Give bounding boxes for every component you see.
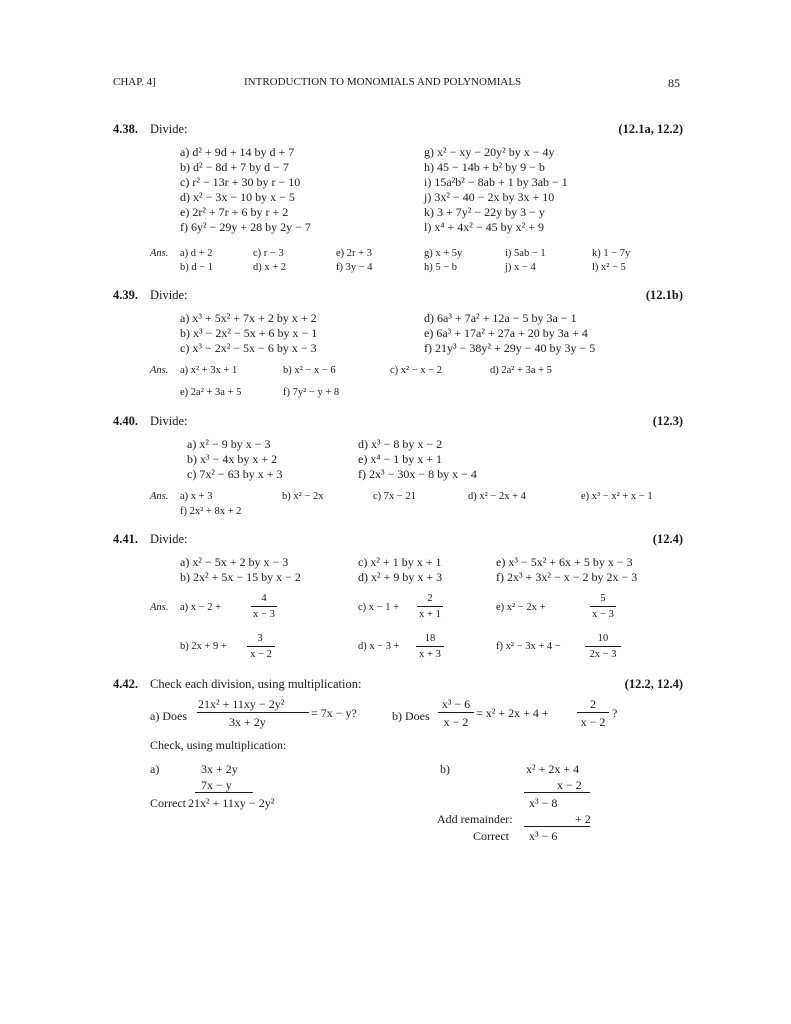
- fraction-bar: [417, 606, 443, 607]
- list-item: f) 21y³ − 38y² + 29y − 40 by 3y − 5: [424, 341, 596, 355]
- section-reference: (12.3): [652, 414, 683, 428]
- problem-number: 4.40.: [113, 414, 138, 428]
- list-item: k) 3 + 7y² − 22y by 3 − y: [424, 205, 545, 219]
- product-rule: [195, 792, 253, 793]
- question-label: a) Does: [150, 709, 187, 723]
- answer: e) 2r + 3: [336, 248, 372, 259]
- section-reference: (12.1b): [645, 288, 683, 302]
- multiplicand: x² + 2x + 4: [526, 762, 580, 776]
- fraction-denominator: x − 3: [592, 609, 614, 620]
- list-item: c) r² − 13r + 30 by r − 10: [180, 175, 301, 189]
- check-title: Check, using multiplication:: [150, 738, 287, 752]
- multiplier: x − 2: [557, 778, 582, 792]
- answer-lead: e) x² − 2x +: [496, 602, 546, 613]
- problem-number: 4.42.: [113, 677, 138, 691]
- list-item: f) 2x³ − 30x − 8 by x − 4: [358, 467, 477, 481]
- multiplicand: 3x + 2y: [201, 762, 238, 776]
- list-item: j) 3x² − 40 − 2x by 3x + 10: [424, 190, 555, 204]
- fraction-bar: [251, 606, 277, 607]
- product-rule: [524, 792, 590, 793]
- list-item: b) x³ − 4x by x + 2: [187, 452, 278, 466]
- fraction-numerator: 2: [427, 593, 433, 604]
- answer-lead: a) x − 2 +: [180, 602, 222, 613]
- page-number: 85: [668, 76, 680, 90]
- question-rhs: = x² + 2x + 4 +: [476, 706, 549, 720]
- question-label: b) Does: [392, 709, 430, 723]
- answer: d) x² − 2x + 4: [468, 491, 526, 502]
- section-reference: (12.2, 12.4): [624, 677, 683, 691]
- answer-label: Ans.: [150, 248, 169, 259]
- fraction-denominator: x − 2: [580, 715, 606, 729]
- answer-lead: b) 2x + 9 +: [180, 641, 227, 652]
- problem-instruction: Divide:: [150, 414, 188, 428]
- fraction-denominator: x + 1: [419, 609, 441, 620]
- fraction-bar: [197, 712, 309, 713]
- answer: c) x² − x − 2: [390, 365, 443, 376]
- chapter-label: CHAP. 4]: [113, 76, 156, 88]
- partial-product: x³ − 8: [529, 796, 558, 810]
- list-item: i) 15a²b² − 8ab + 1 by 3ab − 1: [424, 175, 568, 189]
- list-item: b) 2x² + 5x − 15 by x − 2: [180, 570, 301, 584]
- answer: b) x² − x − 6: [283, 365, 336, 376]
- problem-number: 4.38.: [113, 122, 138, 136]
- list-item: d) x³ − 8 by x − 2: [358, 437, 443, 451]
- remainder-value: + 2: [575, 812, 591, 826]
- fraction-numerator: 21x² + 11xy − 2y²: [198, 697, 285, 711]
- answer-label: Ans.: [150, 365, 169, 376]
- question-end: ?: [612, 706, 618, 720]
- answer: i) 5ab − 1: [505, 248, 546, 259]
- answer: a) x + 3: [180, 491, 213, 502]
- fraction-denominator: x − 3: [253, 609, 275, 620]
- multiplier: 7x − y: [201, 778, 232, 792]
- list-item: c) x² + 1 by x + 1: [358, 555, 442, 569]
- answer: f) 7y² − y + 8: [283, 387, 340, 398]
- list-item: g) x² − xy − 20y² by x − 4y: [424, 145, 555, 159]
- fraction-bar: [585, 646, 621, 647]
- correct-label: Correct: [150, 796, 186, 810]
- list-item: a) x² − 5x + 2 by x − 3: [180, 555, 289, 569]
- problem-number: 4.39.: [113, 288, 138, 302]
- question-rhs: = 7x − y?: [311, 706, 357, 720]
- list-item: d) x² − 3x − 10 by x − 5: [180, 190, 295, 204]
- fraction-bar: [416, 646, 444, 647]
- answer-lead: d) x − 3 +: [358, 641, 400, 652]
- fraction-denominator: 2x − 3: [589, 649, 617, 660]
- answer-label: Ans.: [150, 491, 169, 502]
- answer: f) 3y − 4: [336, 262, 373, 273]
- list-item: h) 45 − 14b + b² by 9 − b: [424, 160, 545, 174]
- problem-instruction: Divide:: [150, 532, 188, 546]
- list-item: d) x² + 9 by x + 3: [358, 570, 443, 584]
- answer: f) 2x² + 8x + 2: [180, 506, 242, 517]
- answer: g) x + 5y: [424, 248, 463, 259]
- list-item: l) x⁴ + 4x² − 45 by x² + 9: [424, 220, 545, 234]
- answer-lead: f) x² − 3x + 4 −: [496, 641, 561, 652]
- product-result: 21x² + 11xy − 2y²: [188, 796, 275, 810]
- problem-instruction: Check each division, using multiplication:: [150, 677, 362, 691]
- fraction-denominator: x − 2: [443, 715, 469, 729]
- check-label: a): [150, 762, 160, 776]
- fraction-numerator: 4: [261, 593, 267, 604]
- sum-rule: [524, 826, 590, 827]
- list-item: a) x³ + 5x² + 7x + 2 by x + 2: [180, 311, 317, 325]
- section-reference: (12.4): [652, 532, 683, 546]
- list-item: f) 2x³ + 3x² − x − 2 by 2x − 3: [496, 570, 638, 584]
- list-item: a) x² − 9 by x − 3: [187, 437, 271, 451]
- answer-label: Ans.: [150, 602, 169, 613]
- problem-number: 4.41.: [113, 532, 138, 546]
- fraction-numerator: 2: [590, 697, 596, 711]
- product-result: x³ − 6: [529, 829, 558, 843]
- list-item: b) d² − 8d + 7 by d − 7: [180, 160, 289, 174]
- answer: e) x³ − x² + x − 1: [581, 491, 653, 502]
- fraction-numerator: x³ − 6: [441, 697, 471, 711]
- list-item: e) 2r² + 7r + 6 by r + 2: [180, 205, 289, 219]
- fraction-numerator: 10: [597, 633, 609, 644]
- list-item: e) 6a³ + 17a² + 27a + 20 by 3a + 4: [424, 326, 588, 340]
- list-item: c) x³ − 2x² − 5x − 6 by x − 3: [180, 341, 317, 355]
- problem-instruction: Divide:: [150, 288, 188, 302]
- answer: c) r − 3: [253, 248, 284, 259]
- answer: a) d + 2: [180, 248, 213, 259]
- list-item: e) x³ − 5x² + 6x + 5 by x − 3: [496, 555, 633, 569]
- answer: b) x² − 2x: [282, 491, 324, 502]
- list-item: c) 7x² − 63 by x + 3: [187, 467, 283, 481]
- fraction-denominator: x − 2: [250, 649, 272, 660]
- running-title: INTRODUCTION TO MONOMIALS AND POLYNOMIALS: [244, 76, 522, 88]
- list-item: d) 6a³ + 7a² + 12a − 5 by 3a − 1: [424, 311, 577, 325]
- fraction-numerator: 5: [600, 593, 606, 604]
- fraction-bar: [590, 606, 616, 607]
- answer: j) x − 4: [505, 262, 536, 273]
- answer: a) x² + 3x + 1: [180, 365, 238, 376]
- answer: h) 5 − b: [424, 262, 458, 273]
- answer: b) d − 1: [180, 262, 214, 273]
- list-item: a) d² + 9d + 14 by d + 7: [180, 145, 295, 159]
- fraction-bar: [438, 712, 474, 713]
- list-item: b) x³ − 2x² − 5x + 6 by x − 1: [180, 326, 318, 340]
- list-item: e) x⁴ − 1 by x + 1: [358, 452, 443, 466]
- fraction-bar: [577, 712, 609, 713]
- answer: k) 1 − 7y: [592, 248, 631, 259]
- list-item: f) 6y² − 29y + 28 by 2y − 7: [180, 220, 311, 234]
- fraction-bar: [247, 646, 275, 647]
- answer: c) 7x − 21: [373, 491, 416, 502]
- problem-instruction: Divide:: [150, 122, 188, 136]
- check-label: b): [440, 762, 450, 776]
- section-reference: (12.1a, 12.2): [618, 122, 683, 136]
- remainder-label: Add remainder:: [437, 812, 513, 826]
- fraction-numerator: 18: [424, 633, 436, 644]
- fraction-numerator: 3: [257, 633, 263, 644]
- answer: l) x² − 5: [592, 262, 626, 273]
- answer: e) 2a² + 3a + 5: [180, 387, 242, 398]
- answer-lead: c) x − 1 +: [358, 602, 400, 613]
- fraction-denominator: 3x + 2y: [229, 715, 266, 729]
- fraction-denominator: x + 3: [419, 649, 441, 660]
- correct-label: Correct: [473, 829, 509, 843]
- answer: d) x + 2: [253, 262, 287, 273]
- answer: d) 2a² + 3a + 5: [490, 365, 552, 376]
